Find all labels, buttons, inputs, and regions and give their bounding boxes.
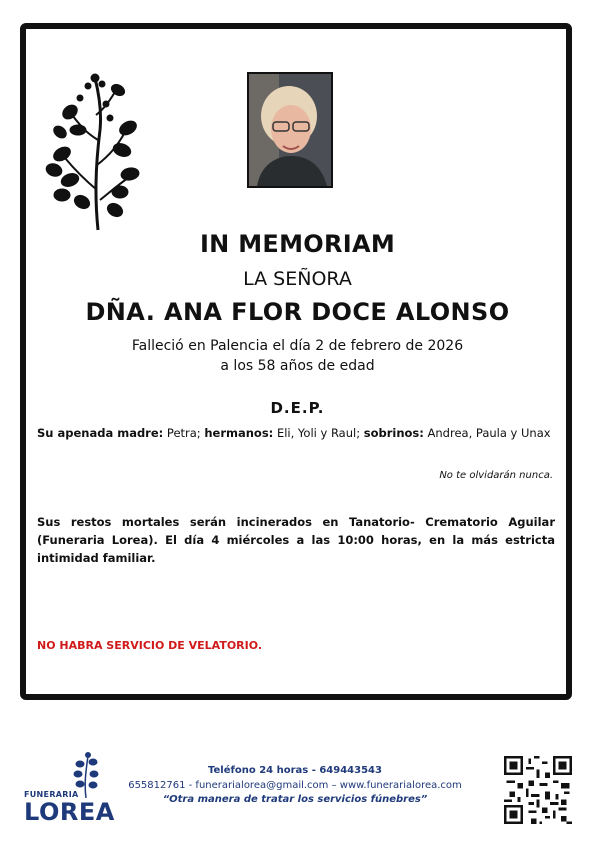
contact-line: 655812761 - funerarialorea@gmail.com – www.funerarialorea.com <box>128 780 462 791</box>
logo-brand-text: LOREA <box>24 798 115 826</box>
siblings-label: hermanos: <box>204 426 274 440</box>
slogan: “Otra manera de tratar los servicios fúnebres” <box>162 794 428 805</box>
notice-subtitle: LA SEÑORA <box>243 268 352 290</box>
mother-name: Petra; <box>166 426 201 440</box>
phone-line: Teléfono 24 horas - 649443543 <box>208 765 382 776</box>
deceased-photo <box>247 72 333 188</box>
qr-code-icon[interactable] <box>504 756 572 824</box>
closing-phrase: No te olvidarán nunca. <box>439 470 553 481</box>
deceased-name: DÑA. ANA FLOR DOCE ALONSO <box>85 298 510 326</box>
death-details: Falleció en Palencia el día 2 de febrero de 2026 <box>131 338 464 354</box>
family-list <box>37 424 555 442</box>
notice-title: IN MEMORIAM <box>199 230 396 258</box>
mother-label: Su apenada madre: <box>37 426 164 440</box>
logo-small-text: FUNERARIA <box>24 790 79 799</box>
nephews-label: sobrinos: <box>363 426 424 440</box>
age-details: a los 58 años de edad <box>220 358 375 374</box>
dep-heading: D.E.P. <box>270 399 325 417</box>
no-wake-notice: NO HABRA SERVICIO DE VELATORIO. <box>37 639 263 652</box>
service-details: Sus restos mortales serán incinerados en Tanatorio- Crematorio Aguilar (Funeraria Lorea). El día 4 miércoles a las 10:00 horas, en la más estricta intimidad familiar. <box>37 515 555 565</box>
nephews-names: Andrea, Paula y Unax <box>427 426 551 440</box>
leaf-branch-icon <box>40 70 140 235</box>
funeraria-logo <box>24 752 115 826</box>
siblings-names: Eli, Yoli y Raul; <box>276 426 361 440</box>
